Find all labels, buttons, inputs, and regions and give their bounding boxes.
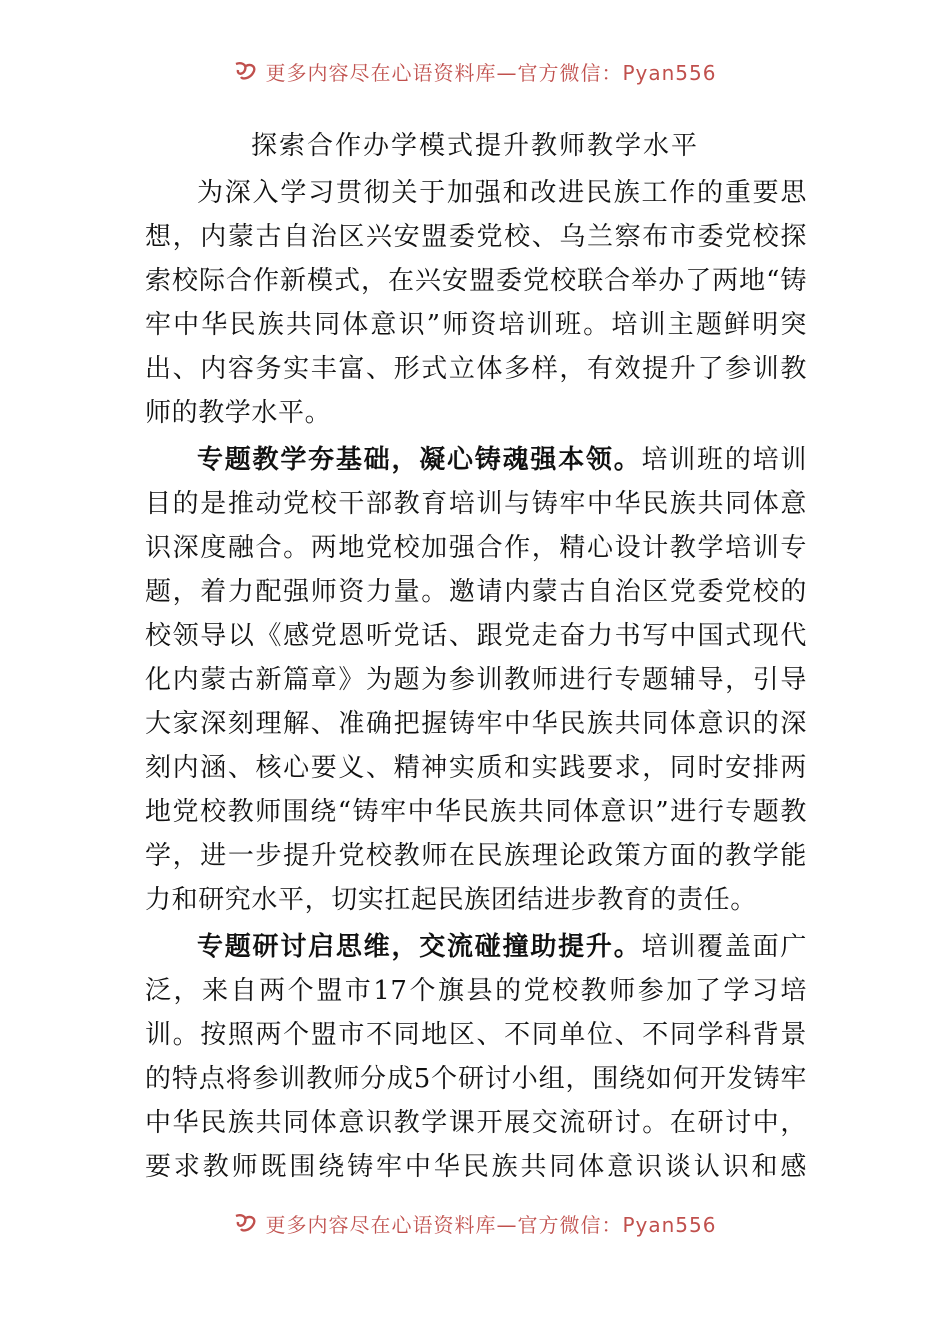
section-heading: 专题研讨启思维，交流碰撞助提升。 <box>197 932 642 963</box>
paragraph-section-seminar <box>145 926 807 1194</box>
logo-icon <box>233 1212 259 1234</box>
watermark-banner-top <box>0 56 950 86</box>
paragraph-intro <box>145 172 807 435</box>
paragraph-text: 培训覆盖面广泛，来自两个盟市17个旗县的党校教师参加了学习培训。按照两个盟市不同地区、不同单位、不同学科背景的特点将参训教师分成5个研讨小组，围绕如何开发铸牢中华民族共同体意识教学课开展交流研讨。在研讨中，要求教师既围绕铸牢中华民族共同体意识谈认识和感 <box>145 932 807 1182</box>
section-heading: 专题教学夯基础，凝心铸魂强本领。 <box>197 445 642 476</box>
watermark-banner-bottom <box>0 1208 950 1238</box>
watermark-text: 更多内容尽在心语资料库—官方微信：Pyan556 <box>265 60 717 85</box>
logo-icon <box>233 60 259 82</box>
paragraph-text: 培训班的培训目的是推动党校干部教育培训与铸牢中华民族共同体意识深度融合。两地党校加强合作，精心设计教学培训专题，着力配强师资力量。邀请内蒙古自治区党委党校的校领导以《感党恩听党话、跟党走奋力书写中国式现代化内蒙古新篇章》为题为参训教师进行专题辅导，引导大家深刻理解、准确把握铸牢中华民族共同体意识的深刻内涵、核心要义、精神实质和实践要求，同时安排两地党校教师围绕“铸牢中华民族共同体意识”进行专题教学，进一步提升党校教师在民族理论政策方面的教学能力和研究水平，切实扛起民族团结进步教育的责任。 <box>145 445 807 915</box>
paragraph-section-teaching <box>145 439 807 922</box>
article-body <box>145 172 807 1194</box>
page-title: 探索合作办学模式提升教师教学水平 <box>250 131 699 161</box>
paragraph-text: 为深入学习贯彻关于加强和改进民族工作的重要思想，内蒙古自治区兴安盟委党校、乌兰察布市委党校探索校际合作新模式，在兴安盟委党校联合举办了两地“铸牢中华民族共同体意识”师资培训班。培训主题鲜明突出、内容务实丰富、形式立体多样，有效提升了参训教师的教学水平。 <box>145 178 807 428</box>
watermark-text: 更多内容尽在心语资料库—官方微信：Pyan556 <box>265 1212 717 1237</box>
